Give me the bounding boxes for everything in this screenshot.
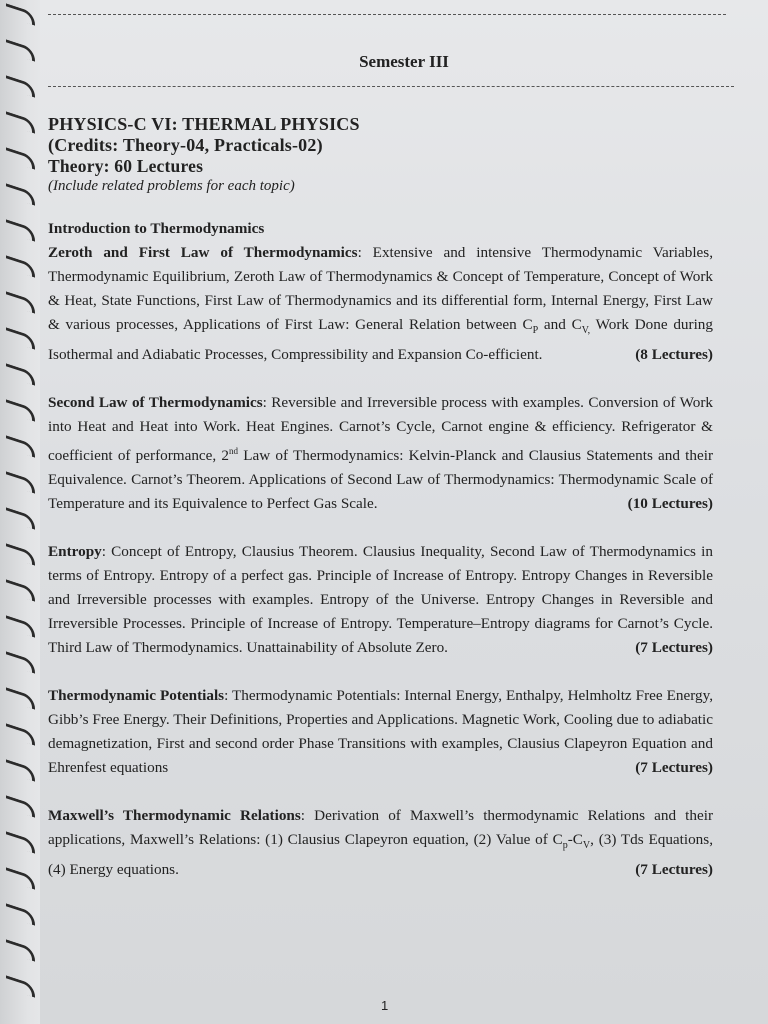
- section-text: : Reversible and Irreversible process with examples. Conversion of Work into Heat and Heat into Work. Heat Engines. Carnot’s Cycle, Carnot engine & efficiency. Refrigerator & coefficient of performance, 2: [48, 394, 713, 465]
- header-dashed-rule: [48, 86, 734, 87]
- spiral-ring: [6, 363, 35, 385]
- section-text: -C: [567, 831, 583, 849]
- spiral-ring: [6, 327, 35, 349]
- lecture-count: (8 Lectures): [635, 346, 713, 364]
- section-thermodynamic-potentials: [48, 684, 713, 780]
- spiral-ring: [6, 435, 35, 457]
- spiral-ring: [6, 615, 35, 637]
- spiral-ring: [6, 975, 35, 997]
- subscript: V,: [581, 325, 591, 337]
- page-number: 1: [381, 998, 389, 1013]
- spiral-ring: [6, 795, 35, 817]
- spiral-ring: [6, 3, 35, 25]
- course-credits: (Credits: Theory-04, Practicals-02): [48, 135, 323, 155]
- section-second-law: [48, 391, 713, 516]
- section-heading: Thermodynamic Potentials: [48, 687, 225, 705]
- section-text: : Derivation of Maxwell’s thermodynamic Relations and their applications, Maxwell’s Relations: (1) Clausius Clapeyron equation, (2) Value of C: [48, 807, 714, 849]
- section-text: , (3) Tds Equations, (4) Energy equations.: [48, 831, 713, 879]
- course-title-block: [48, 114, 713, 177]
- spiral-ring: [6, 687, 35, 709]
- lecture-count: (7 Lectures): [635, 759, 713, 777]
- section-maxwell-relations: [48, 804, 713, 882]
- spiral-ring: [6, 147, 35, 169]
- subscript: P: [532, 325, 539, 337]
- section-text: Law of Thermodynamics: Kelvin-Planck and Clausius Statements and their Equivalence. Carnot’s Theorem. Applications of Second Law of Thermodynamics: Thermodynamic Scale of Temperature and its Equivalence to Perfect Gas Scale.: [48, 447, 713, 513]
- spiral-ring: [6, 867, 35, 889]
- spiral-ring: [6, 579, 35, 601]
- section-text: : Thermodynamic Potentials: Internal Energy, Enthalpy, Helmholtz Free Energy, Gibb’s Free Energy. Their Definitions, Properties and Applications. Magnetic Work, Cooling due to adiabatic demagnetization, First and second order Phase Transitions with examples, Clausius Clapeyron Equation and Ehrenfest equations: [48, 687, 713, 777]
- spiral-ring: [6, 723, 35, 745]
- section-text: Work Done during Isothermal and Adiabatic Processes, Compressibility and Expansion Co-efficient.: [48, 316, 713, 364]
- spiral-ring: [6, 939, 35, 961]
- course-theory-lectures: Theory: 60 Lectures: [48, 156, 204, 176]
- course-title: PHYSICS-C VI: THERMAL PHYSICS: [48, 114, 360, 134]
- spiral-ring: [6, 651, 35, 673]
- lecture-count: (7 Lectures): [635, 639, 713, 657]
- spiral-ring: [6, 219, 35, 241]
- spiral-ring: [6, 759, 35, 781]
- spiral-ring: [6, 471, 35, 493]
- spiral-ring: [6, 291, 35, 313]
- semester-heading: Semester III: [359, 52, 449, 71]
- spiral-ring: [6, 903, 35, 925]
- subscript: V: [582, 840, 591, 852]
- section-text: and C: [538, 316, 582, 333]
- syllabus-content: [48, 114, 713, 882]
- spiral-binding: [0, 0, 40, 1024]
- section-heading: Second Law of Thermodynamics: [48, 394, 263, 412]
- spiral-ring: [6, 543, 35, 565]
- section-heading: Entropy: [48, 543, 102, 561]
- spiral-ring: [6, 75, 35, 97]
- section-heading: Maxwell’s Thermodynamic Relations: [48, 807, 301, 825]
- spiral-ring: [6, 399, 35, 421]
- section-heading: Zeroth and First Law of Thermodynamics: [48, 244, 358, 261]
- superscript: nd: [229, 446, 239, 457]
- spiral-ring: [6, 831, 35, 853]
- lecture-count: (7 Lectures): [635, 861, 713, 879]
- section-zeroth-first-law: [48, 217, 713, 367]
- spiral-ring: [6, 111, 35, 133]
- subscript: p: [562, 840, 568, 852]
- section-entropy: [48, 540, 713, 660]
- section-text: : Extensive and intensive Thermodynamic Variables, Thermodynamic Equilibrium, Zeroth Law of Thermodynamics & Concept of Temperature, Concept of Work & Heat, State Functions, First Law of Thermodynamics and its differential form, Internal Energy, First Law & various processes, Applications of First Law: General Relation between C: [48, 244, 714, 333]
- intro-heading: Introduction to Thermodynamics: [48, 220, 265, 237]
- spiral-ring: [6, 183, 35, 205]
- top-dashed-rule: [48, 14, 726, 15]
- section-text: : Concept of Entropy, Clausius Theorem. Clausius Inequality, Second Law of Thermodynamics in terms of Entropy. Entropy of a perfect gas. Principle of Increase of Entropy. Entropy Changes in Reversible and Irreversible processes with examples. Entropy of the Universe. Entropy Changes in Reversible and Irreversible Processes. Principle of Increase of Entropy. Temperature–Entropy diagrams for Carnot’s Cycle. Third Law of Thermodynamics. Unattainability of Absolute Zero.: [48, 543, 713, 657]
- lecture-count: (10 Lectures): [627, 495, 713, 513]
- spiral-ring: [6, 255, 35, 277]
- course-note: (Include related problems for each topic): [48, 178, 295, 194]
- spiral-ring: [6, 507, 35, 529]
